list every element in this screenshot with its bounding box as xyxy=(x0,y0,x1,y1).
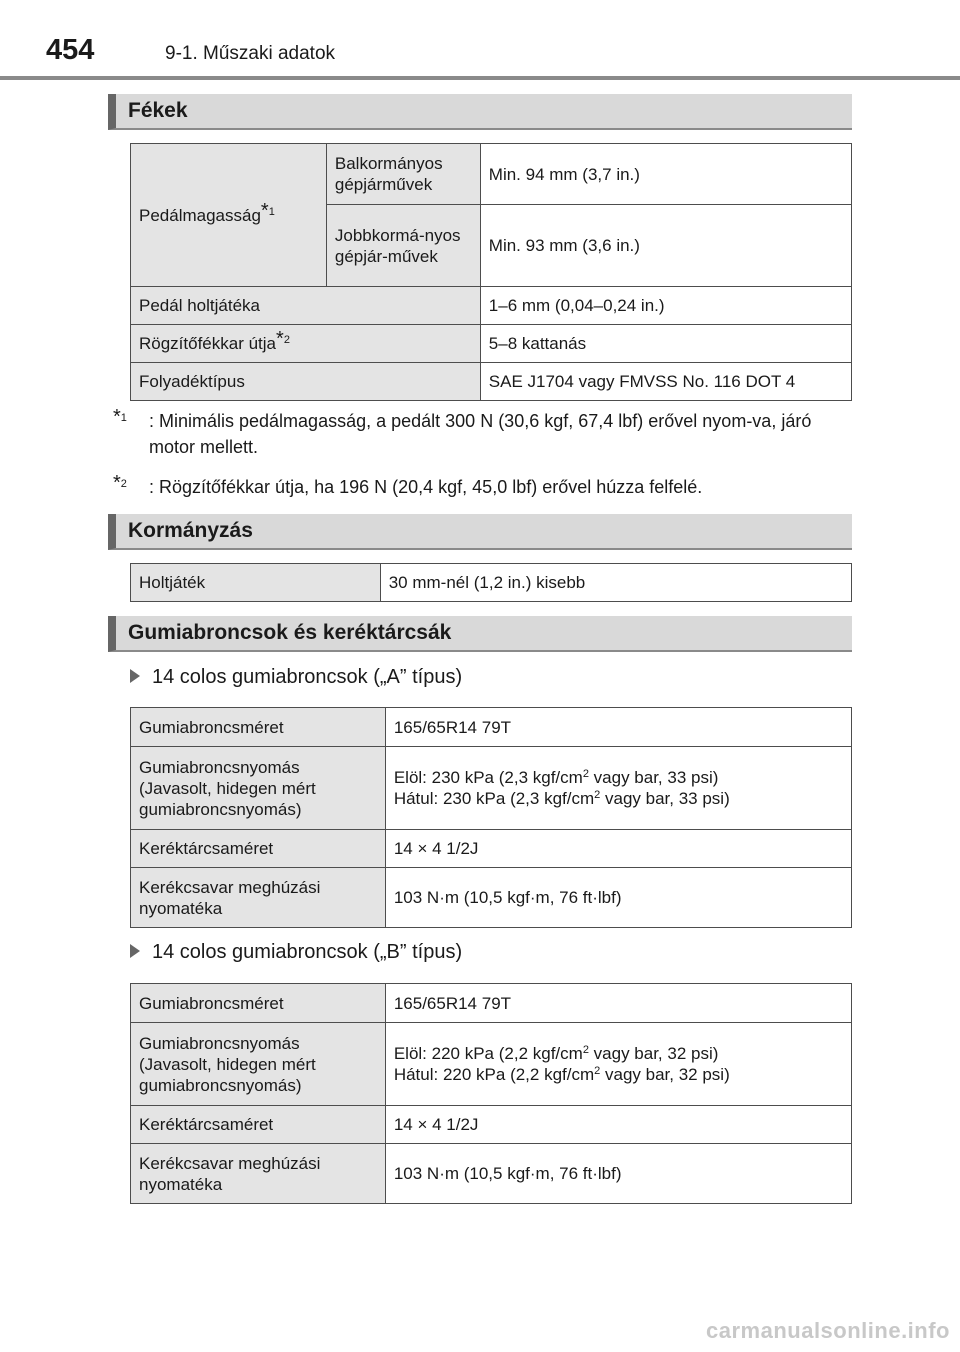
type-b-size-label: Gumiabroncsméret xyxy=(131,984,386,1023)
type-b-pressure-value xyxy=(385,1023,851,1106)
type-b-table xyxy=(130,983,852,1204)
table-row xyxy=(131,1144,852,1204)
type-a-wheel-label: Keréktárcsaméret xyxy=(131,830,386,868)
steering-free-play-value: 30 mm-nél (1,2 in.) kisebb xyxy=(380,564,851,602)
table-row xyxy=(131,708,852,747)
fluid-value: SAE J1704 vagy FMVSS No. 116 DOT 4 xyxy=(480,363,851,401)
type-b-torque-label: Kerékcsavar meghúzási nyomatéka xyxy=(131,1144,386,1204)
steering-table xyxy=(130,563,852,602)
section-steering-heading xyxy=(108,514,852,550)
type-a-torque-label: Kerékcsavar meghúzási nyomatéka xyxy=(131,868,386,928)
parking-travel-value: 5–8 kattanás xyxy=(480,325,851,363)
type-a-size-label: Gumiabroncsméret xyxy=(131,708,386,747)
rhd-label: Jobbkormá-nyos gépjár-művek xyxy=(326,205,480,287)
type-a-table xyxy=(130,707,852,928)
rhd-value: Min. 93 mm (3,6 in.) xyxy=(480,205,851,287)
table-row xyxy=(131,144,852,205)
parking-travel-label: Rögzítőfékkar útja xyxy=(139,334,277,353)
triangle-bullet-icon xyxy=(130,944,140,958)
chapter-title: 9-1. Műszaki adatok xyxy=(165,43,336,64)
footnote-2-ref: 2 xyxy=(120,478,127,490)
type-a-pressure-label: Gumiabroncsnyomás (Javasolt, hidegen mért gumiabroncsnyomás) xyxy=(131,747,386,830)
type-a-heading-text: 14 colos gumiabroncsok („A” típus) xyxy=(152,666,463,688)
type-b-pressure-front: Elöl: 220 kPa (2,2 kgf/$cm^2$ vagy bar, 32 psi) xyxy=(393,1044,719,1063)
table-row xyxy=(131,868,852,928)
section-brakes-heading xyxy=(108,94,852,130)
footnote-1: *$^1$ : Minimális pedálmagasság, a pedált 300 N (30,6 kgf, 67,4 lbf) erővel nyom-va, járó motor mellett. xyxy=(113,408,853,460)
steering-free-play-label: Holtjáték xyxy=(131,564,381,602)
type-b-torque-value: 103 N·m (10,5 kgf·m, 76 ft·lbf) xyxy=(385,1144,851,1204)
type-b-pressure-label: Gumiabroncsnyomás (Javasolt, hidegen mért gumiabroncsnyomás) xyxy=(131,1023,386,1106)
fluid-label: Folyadéktípus xyxy=(131,363,481,401)
lhd-value: Min. 94 mm (3,7 in.) xyxy=(480,144,851,205)
section-steering-title: Kormányzás xyxy=(128,519,253,542)
type-a-torque-value: 103 N·m (10,5 kgf·m, 76 ft·lbf) xyxy=(385,868,851,928)
brakes-table xyxy=(130,143,852,401)
page-header xyxy=(0,0,960,80)
table-row xyxy=(131,984,852,1023)
parking-travel-label-cell: Rögzítőfékkar útja*$^2$ xyxy=(131,325,481,363)
free-play-label: Pedál holtjátéka xyxy=(131,287,481,325)
table-row xyxy=(131,325,852,363)
pedal-height-label-cell: Pedálmagasság*$^1$ xyxy=(131,144,327,287)
table-row xyxy=(131,747,852,830)
table-row xyxy=(131,287,852,325)
type-a-pressure-value xyxy=(385,747,851,830)
table-row xyxy=(131,564,852,602)
pedal-height-note-ref: 1 xyxy=(268,205,275,218)
type-b-pressure-rear: Hátul: 220 kPa (2,2 kgf/$cm^2$ vagy bar, 32 psi) xyxy=(393,1065,730,1084)
table-row xyxy=(131,830,852,868)
footnote-2-text: : Rögzítőfékkar útja, ha 196 N (20,4 kgf, 45,0 lbf) erővel húzza felfelé. xyxy=(149,477,703,497)
type-b-heading-text: 14 colos gumiabroncsok („B” típus) xyxy=(152,941,463,963)
section-tires-title: Gumiabroncsok és keréktárcsák xyxy=(128,621,452,644)
pedal-height-label: Pedálmagasság xyxy=(139,205,261,225)
section-tires-heading xyxy=(108,616,852,652)
free-play-value: 1–6 mm (0,04–0,24 in.) xyxy=(480,287,851,325)
type-b-heading xyxy=(130,941,462,964)
parking-travel-note-ref: 2 xyxy=(283,334,290,346)
type-a-wheel-value: 14 × 4 1/2J xyxy=(385,830,851,868)
header-rule xyxy=(0,76,960,80)
footnote-1-text: : Minimális pedálmagasság, a pedált 300 N (30,6 kgf, 67,4 lbf) erővel nyom-va, járó motor mellett. xyxy=(149,411,812,457)
page-number: 454 xyxy=(46,34,95,66)
table-row xyxy=(131,363,852,401)
type-b-wheel-value: 14 × 4 1/2J xyxy=(385,1106,851,1144)
table-row xyxy=(131,1106,852,1144)
section-brakes-title: Fékek xyxy=(128,99,188,122)
table-row xyxy=(131,1023,852,1106)
lhd-label: Balkormányos gépjárművek xyxy=(326,144,480,205)
watermark: carmanualsonline.info xyxy=(706,1318,950,1343)
type-b-size-value: 165/65R14 79T xyxy=(385,984,851,1023)
type-a-pressure-rear: Hátul: 230 kPa (2,3 kgf/$cm^2$ vagy bar, 33 psi) xyxy=(393,789,730,808)
footnote-1-ref: 1 xyxy=(120,412,127,424)
type-b-wheel-label: Keréktárcsaméret xyxy=(131,1106,386,1144)
type-a-pressure-front: Elöl: 230 kPa (2,3 kgf/$cm^2$ vagy bar, 33 psi) xyxy=(393,768,719,787)
type-a-heading xyxy=(130,666,462,689)
triangle-bullet-icon xyxy=(130,669,140,683)
type-a-size-value: 165/65R14 79T xyxy=(385,708,851,747)
footnote-2: *$^2$ : Rögzítőfékkar útja, ha 196 N (20,4 kgf, 45,0 lbf) erővel húzza felfelé. xyxy=(113,474,853,500)
